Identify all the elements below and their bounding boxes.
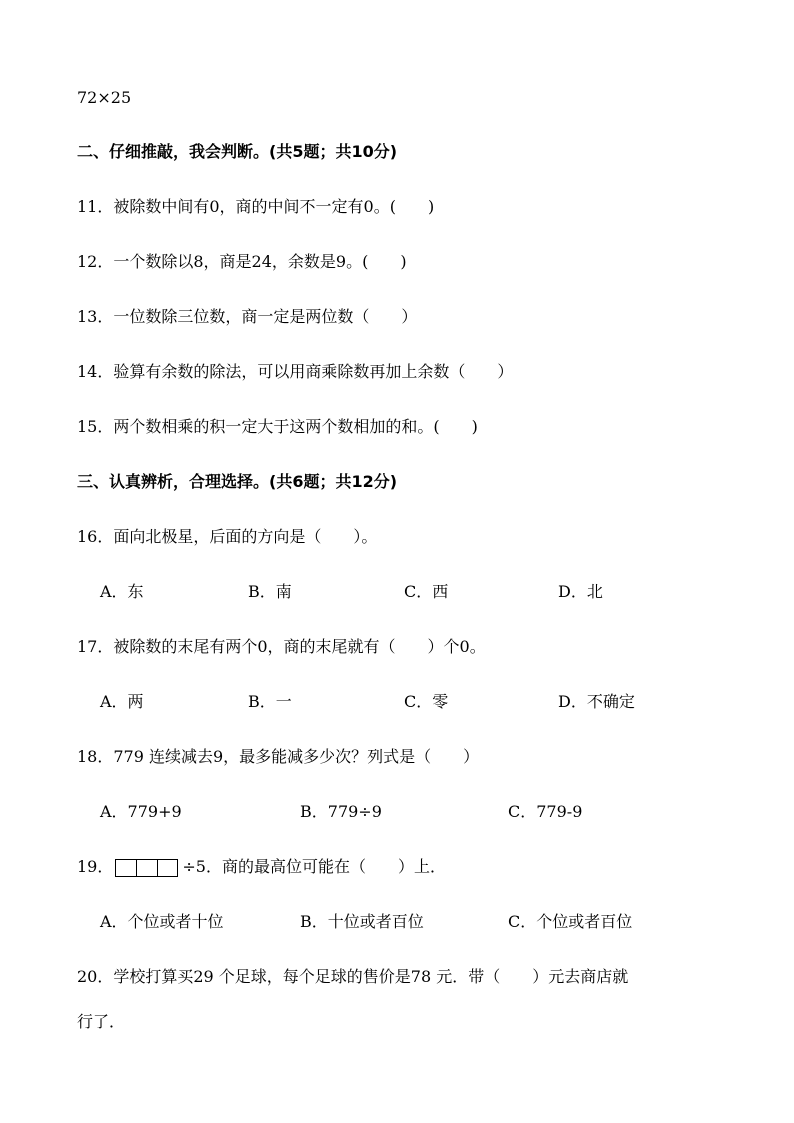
q17-option-b: B．一	[248, 692, 292, 711]
question-11: 11．被除数中间有0，商的中间不一定有0。( )	[77, 197, 435, 216]
q19-option-c: C．个位或者百位	[508, 912, 633, 931]
question-17: 17．被除数的末尾有两个0，商的末尾就有（ ）个0。	[77, 637, 486, 656]
q19-number: 19．	[77, 857, 114, 876]
q17-option-d: D．不确定	[558, 692, 635, 711]
header-expression: 72×25	[77, 88, 132, 107]
question-20-line-2: 行了．	[77, 1012, 126, 1031]
q18-option-c: C．779-9	[508, 802, 583, 821]
digit-boxes	[115, 859, 178, 877]
q16-option-d: D．北	[558, 582, 603, 601]
q19-option-a: A．个位或者十位	[100, 912, 224, 931]
q16-option-c: C．西	[404, 582, 449, 601]
question-14: 14．验算有余数的除法，可以用商乘除数再加上余数（ ）	[77, 362, 514, 381]
question-20-line-1: 20．学校打算买29 个足球，每个足球的售价是78 元．带（ ）元去商店就	[77, 967, 629, 986]
q19-option-b: B．十位或者百位	[300, 912, 424, 931]
q19-text: ÷5．商的最高位可能在（ ）上．	[182, 857, 446, 876]
q18-option-a: A．779+9	[100, 802, 182, 821]
question-12: 12．一个数除以8，商是24，余数是9。( )	[77, 252, 407, 271]
q16-option-b: B．南	[248, 582, 292, 601]
q16-option-a: A．东	[100, 582, 144, 601]
q17-option-c: C．零	[404, 692, 449, 711]
q17-option-a: A．两	[100, 692, 144, 711]
question-19	[77, 857, 446, 877]
section-3-title: 三、认真辨析，合理选择。(共6题；共12分)	[77, 472, 398, 491]
question-18: 18．779 连续减去9，最多能减多少次？列式是（ ）	[77, 747, 480, 766]
question-13: 13．一位数除三位数，商一定是两位数（ ）	[77, 307, 418, 326]
section-2-title: 二、仔细推敲，我会判断。(共5题；共10分)	[77, 142, 398, 161]
q18-option-b: B．779÷9	[300, 802, 382, 821]
question-15: 15．两个数相乘的积一定大于这两个数相加的和。( )	[77, 417, 478, 436]
question-16: 16．面向北极星，后面的方向是（ ）。	[77, 527, 378, 546]
